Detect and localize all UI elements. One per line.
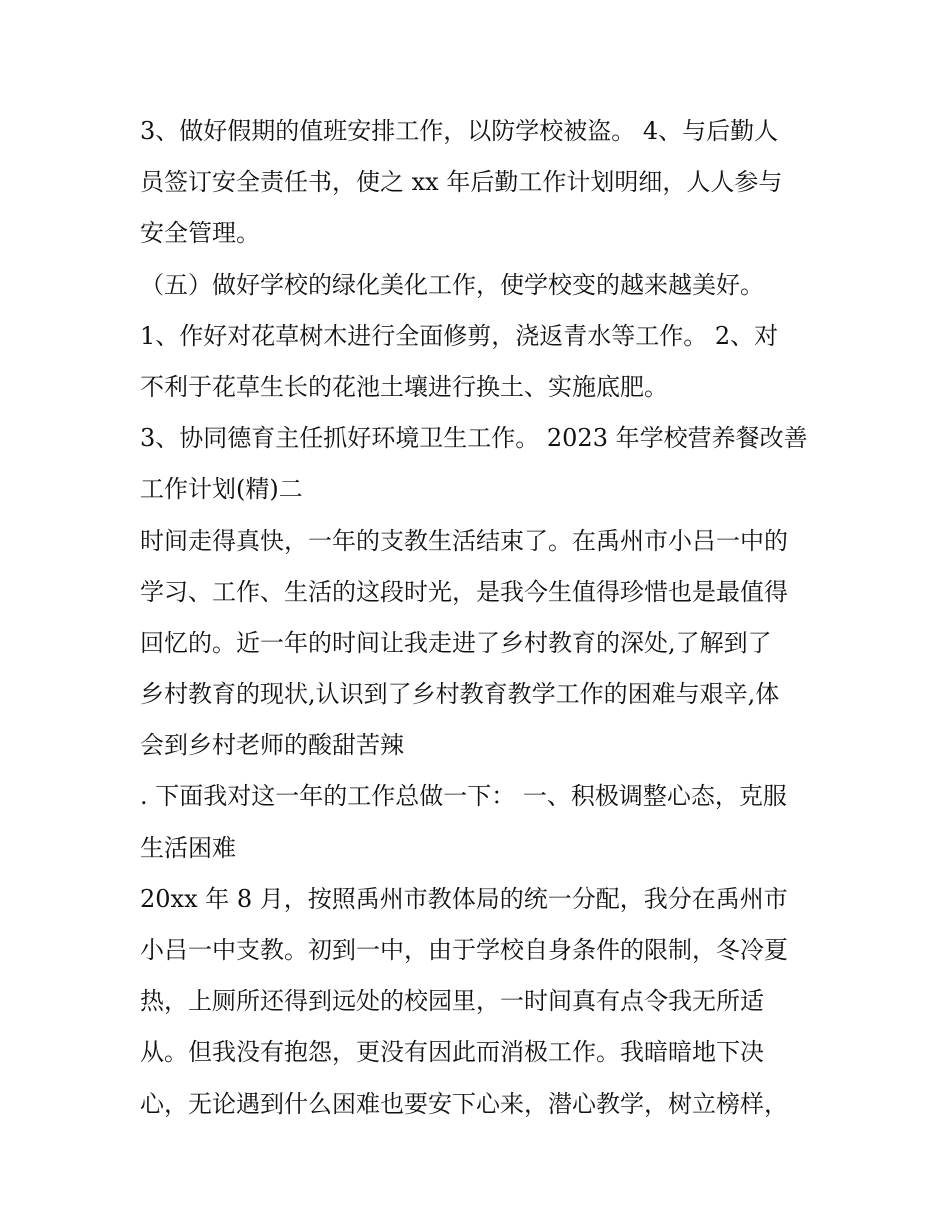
text-line: 热，上厕所还得到远处的校园里，一时间真有点令我无所适 [140,987,764,1016]
text-line: 员签订安全责任书，使之 xx 年后勤工作计划明细，人人参与 [140,168,783,197]
text-line: 回忆的。近一年的时间让我走进了乡村教育的深处,了解到了 [140,628,772,657]
document-body [140,106,830,1130]
text-line: 学习、工作、生活的这段时光，是我今生值得珍惜也是最值得 [140,577,788,606]
text-line: 20xx 年 8 月，按照禹州市教体局的统一分配，我分在禹州市 [140,884,788,913]
text-line: 1、作好对花草树木进行全面修剪，浇返青水等工作。 2、对 [140,321,779,350]
text-line: 安全管理。 [140,219,260,248]
text-line: 乡村教育的现状,认识到了乡村教育教学工作的困难与艰辛,体 [140,680,780,709]
text-line: 小吕一中支教。初到一中，由于学校自身条件的限制，冬冷夏 [140,936,788,964]
text-line: （五）做好学校的绿化美化工作，使学校变的越来越美好。 [140,270,764,299]
text-line: 心，无论遇到什么困难也要安下心来，潜心教学，树立榜样， [140,1089,788,1118]
text-line: 会到乡村老师的酸甜苦辣 [140,731,404,760]
text-line: 生活困难 [140,833,236,862]
text-line: 工作计划(精)二 [140,475,303,504]
text-line: 从。但我没有抱怨，更没有因此而消极工作。我暗暗地下决 [140,1038,764,1067]
text-line: 不利于花草生长的花池土壤进行换土、实施底肥。 [140,372,668,401]
text-line: 3、协同德育主任抓好环境卫生工作。 2023 年学校营养餐改善 [140,424,808,453]
text-line: . 下面我对这一年的工作总做一下： 一、积极调整心态，克服 [140,782,787,811]
text-line: 时间走得真快，一年的支教生活结束了。在禹州市小吕一中的 [140,526,788,555]
text-line: 3、做好假期的值班安排工作，以防学校被盗。 4、与后勤人 [140,117,779,145]
